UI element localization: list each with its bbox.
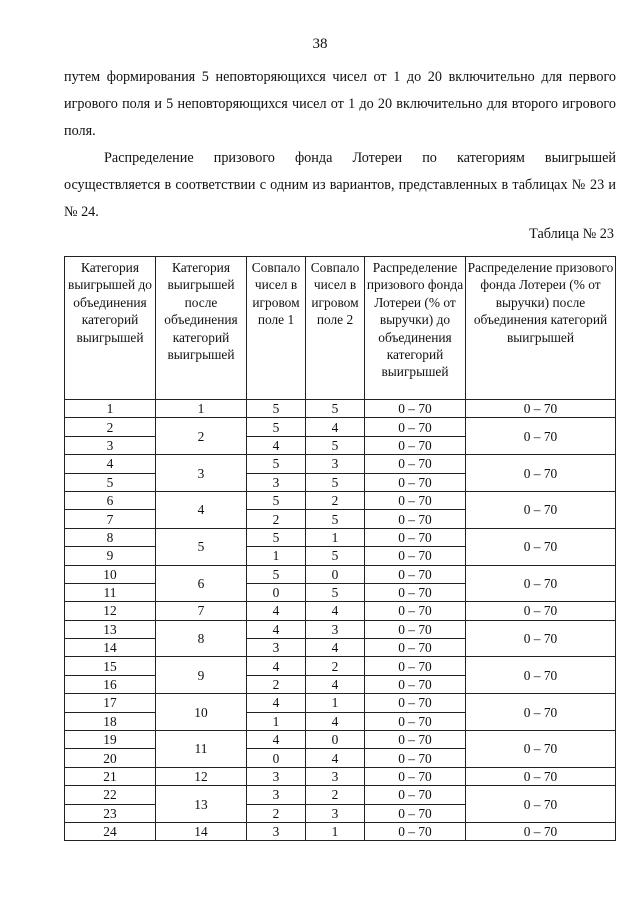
table-row <box>65 822 616 840</box>
cell-matched-field-2: 0 <box>306 731 365 749</box>
cell-distribution-before: 0 – 70 <box>365 749 466 767</box>
cell-distribution-before: 0 – 70 <box>365 767 466 785</box>
cell-matched-field-1: 2 <box>247 804 306 822</box>
cell-distribution-before: 0 – 70 <box>365 583 466 601</box>
cell-category-before: 1 <box>65 400 156 418</box>
cell-category-before: 15 <box>65 657 156 675</box>
cell-distribution-after: 0 – 70 <box>466 418 616 455</box>
cell-category-after: 13 <box>156 786 247 823</box>
cell-category-before: 11 <box>65 583 156 601</box>
cell-category-after: 3 <box>156 455 247 492</box>
cell-matched-field-1: 2 <box>247 510 306 528</box>
cell-matched-field-2: 2 <box>306 491 365 509</box>
table-row <box>65 455 616 473</box>
cell-matched-field-1: 3 <box>247 473 306 491</box>
cell-category-before: 23 <box>65 804 156 822</box>
cell-distribution-after: 0 – 70 <box>466 455 616 492</box>
cell-matched-field-1: 5 <box>247 400 306 418</box>
table-caption: Таблица № 23 <box>529 226 614 242</box>
cell-distribution-before: 0 – 70 <box>365 675 466 693</box>
cell-distribution-after: 0 – 70 <box>466 822 616 840</box>
cell-category-before: 18 <box>65 712 156 730</box>
table-row <box>65 694 616 712</box>
table-row <box>65 602 616 620</box>
cell-distribution-before: 0 – 70 <box>365 510 466 528</box>
cell-distribution-before: 0 – 70 <box>365 657 466 675</box>
table-row <box>65 565 616 583</box>
cell-distribution-before: 0 – 70 <box>365 620 466 638</box>
cell-category-before: 5 <box>65 473 156 491</box>
table-row <box>65 786 616 804</box>
cell-category-before: 2 <box>65 418 156 436</box>
table-row <box>65 418 616 436</box>
cell-matched-field-2: 4 <box>306 712 365 730</box>
cell-distribution-before: 0 – 70 <box>365 528 466 546</box>
cell-matched-field-1: 0 <box>247 583 306 601</box>
cell-distribution-after: 0 – 70 <box>466 731 616 768</box>
cell-distribution-after: 0 – 70 <box>466 491 616 528</box>
cell-category-after: 11 <box>156 731 247 768</box>
header-distribution-before: Распределение призового фонда Лотереи (% от выручки) до объединения категорий выигрышей <box>365 257 466 400</box>
cell-matched-field-2: 1 <box>306 694 365 712</box>
cell-category-before: 4 <box>65 455 156 473</box>
cell-distribution-after: 0 – 70 <box>466 767 616 785</box>
cell-matched-field-2: 5 <box>306 400 365 418</box>
cell-distribution-after: 0 – 70 <box>466 786 616 823</box>
cell-category-before: 22 <box>65 786 156 804</box>
prize-distribution-table <box>64 256 616 841</box>
cell-distribution-before: 0 – 70 <box>365 639 466 657</box>
cell-distribution-after: 0 – 70 <box>466 657 616 694</box>
cell-matched-field-1: 2 <box>247 675 306 693</box>
table-row <box>65 400 616 418</box>
cell-category-after: 1 <box>156 400 247 418</box>
cell-distribution-before: 0 – 70 <box>365 547 466 565</box>
cell-matched-field-1: 0 <box>247 749 306 767</box>
cell-distribution-after: 0 – 70 <box>466 620 616 657</box>
cell-category-after: 14 <box>156 822 247 840</box>
cell-matched-field-2: 3 <box>306 620 365 638</box>
cell-distribution-before: 0 – 70 <box>365 712 466 730</box>
cell-matched-field-1: 4 <box>247 657 306 675</box>
cell-distribution-before: 0 – 70 <box>365 436 466 454</box>
header-category-before: Категория выигрышей до объединения категорий выигрышей <box>65 257 156 400</box>
cell-matched-field-1: 1 <box>247 712 306 730</box>
cell-matched-field-2: 0 <box>306 565 365 583</box>
cell-distribution-before: 0 – 70 <box>365 455 466 473</box>
cell-distribution-after: 0 – 70 <box>466 528 616 565</box>
cell-category-before: 21 <box>65 767 156 785</box>
cell-matched-field-1: 4 <box>247 602 306 620</box>
cell-distribution-before: 0 – 70 <box>365 491 466 509</box>
cell-matched-field-2: 5 <box>306 510 365 528</box>
cell-distribution-after: 0 – 70 <box>466 565 616 602</box>
cell-matched-field-1: 4 <box>247 436 306 454</box>
cell-category-before: 20 <box>65 749 156 767</box>
cell-distribution-before: 0 – 70 <box>365 400 466 418</box>
cell-matched-field-1: 5 <box>247 455 306 473</box>
cell-matched-field-2: 5 <box>306 473 365 491</box>
cell-matched-field-2: 5 <box>306 547 365 565</box>
cell-matched-field-2: 4 <box>306 639 365 657</box>
cell-matched-field-2: 1 <box>306 822 365 840</box>
cell-matched-field-2: 4 <box>306 749 365 767</box>
cell-category-before: 16 <box>65 675 156 693</box>
cell-matched-field-1: 3 <box>247 767 306 785</box>
cell-category-before: 6 <box>65 491 156 509</box>
table-row <box>65 491 616 509</box>
cell-matched-field-2: 5 <box>306 583 365 601</box>
cell-category-before: 7 <box>65 510 156 528</box>
table-row <box>65 767 616 785</box>
cell-category-before: 17 <box>65 694 156 712</box>
cell-distribution-after: 0 – 70 <box>466 400 616 418</box>
cell-matched-field-2: 4 <box>306 418 365 436</box>
paragraph-prize-distribution: Распределение призового фонда Лотереи по категориям выигрышей осуществляется в соответствии с одним из вариантов, представленных в таблицах № 23 и № 24. <box>64 150 616 220</box>
cell-matched-field-2: 1 <box>306 528 365 546</box>
cell-category-after: 8 <box>156 620 247 657</box>
cell-distribution-after: 0 – 70 <box>466 602 616 620</box>
cell-category-after: 6 <box>156 565 247 602</box>
table-row <box>65 620 616 638</box>
cell-matched-field-1: 5 <box>247 491 306 509</box>
cell-distribution-before: 0 – 70 <box>365 602 466 620</box>
cell-distribution-before: 0 – 70 <box>365 565 466 583</box>
cell-matched-field-1: 1 <box>247 547 306 565</box>
cell-matched-field-1: 3 <box>247 822 306 840</box>
cell-distribution-before: 0 – 70 <box>365 473 466 491</box>
cell-matched-field-1: 3 <box>247 786 306 804</box>
header-category-after: Категория выигрышей после объединения категорий выигрышей <box>156 257 247 400</box>
table-header-row <box>65 257 616 400</box>
cell-category-after: 4 <box>156 491 247 528</box>
cell-matched-field-1: 4 <box>247 731 306 749</box>
cell-category-after: 5 <box>156 528 247 565</box>
cell-matched-field-1: 5 <box>247 565 306 583</box>
cell-matched-field-2: 3 <box>306 455 365 473</box>
cell-category-after: 2 <box>156 418 247 455</box>
cell-distribution-before: 0 – 70 <box>365 786 466 804</box>
cell-category-after: 7 <box>156 602 247 620</box>
cell-category-before: 19 <box>65 731 156 749</box>
cell-matched-field-1: 4 <box>247 694 306 712</box>
cell-category-before: 13 <box>65 620 156 638</box>
header-matched-field-1: Совпало чисел в игровом поле 1 <box>247 257 306 400</box>
cell-category-before: 10 <box>65 565 156 583</box>
cell-distribution-before: 0 – 70 <box>365 822 466 840</box>
cell-category-after: 9 <box>156 657 247 694</box>
cell-distribution-before: 0 – 70 <box>365 804 466 822</box>
cell-matched-field-2: 4 <box>306 675 365 693</box>
cell-distribution-before: 0 – 70 <box>365 694 466 712</box>
page-number: 38 <box>312 36 328 52</box>
header-distribution-after: Распределение призового фонда Лотереи (% от выручки) после объединения категорий выигрышей <box>466 257 616 400</box>
cell-matched-field-2: 2 <box>306 786 365 804</box>
cell-distribution-before: 0 – 70 <box>365 731 466 749</box>
paragraph-draw-method: путем формирования 5 неповторяющихся чисел от 1 до 20 включительно для первого игрового поля и 5 неповторяющихся чисел от 1 до 20 включительно для второго игрового поля. <box>64 69 616 139</box>
cell-matched-field-1: 5 <box>247 418 306 436</box>
table-row <box>65 657 616 675</box>
table-body <box>65 400 616 841</box>
cell-category-before: 24 <box>65 822 156 840</box>
cell-matched-field-2: 3 <box>306 804 365 822</box>
header-matched-field-2: Совпало чисел в игровом поле 2 <box>306 257 365 400</box>
cell-category-after: 10 <box>156 694 247 731</box>
cell-matched-field-2: 3 <box>306 767 365 785</box>
cell-distribution-after: 0 – 70 <box>466 694 616 731</box>
cell-category-before: 14 <box>65 639 156 657</box>
cell-matched-field-2: 4 <box>306 602 365 620</box>
cell-category-before: 9 <box>65 547 156 565</box>
cell-category-after: 12 <box>156 767 247 785</box>
cell-category-before: 8 <box>65 528 156 546</box>
table-row <box>65 731 616 749</box>
cell-matched-field-1: 3 <box>247 639 306 657</box>
cell-matched-field-2: 2 <box>306 657 365 675</box>
cell-category-before: 12 <box>65 602 156 620</box>
cell-matched-field-2: 5 <box>306 436 365 454</box>
cell-category-before: 3 <box>65 436 156 454</box>
cell-matched-field-1: 4 <box>247 620 306 638</box>
cell-distribution-before: 0 – 70 <box>365 418 466 436</box>
table-row <box>65 528 616 546</box>
cell-matched-field-1: 5 <box>247 528 306 546</box>
